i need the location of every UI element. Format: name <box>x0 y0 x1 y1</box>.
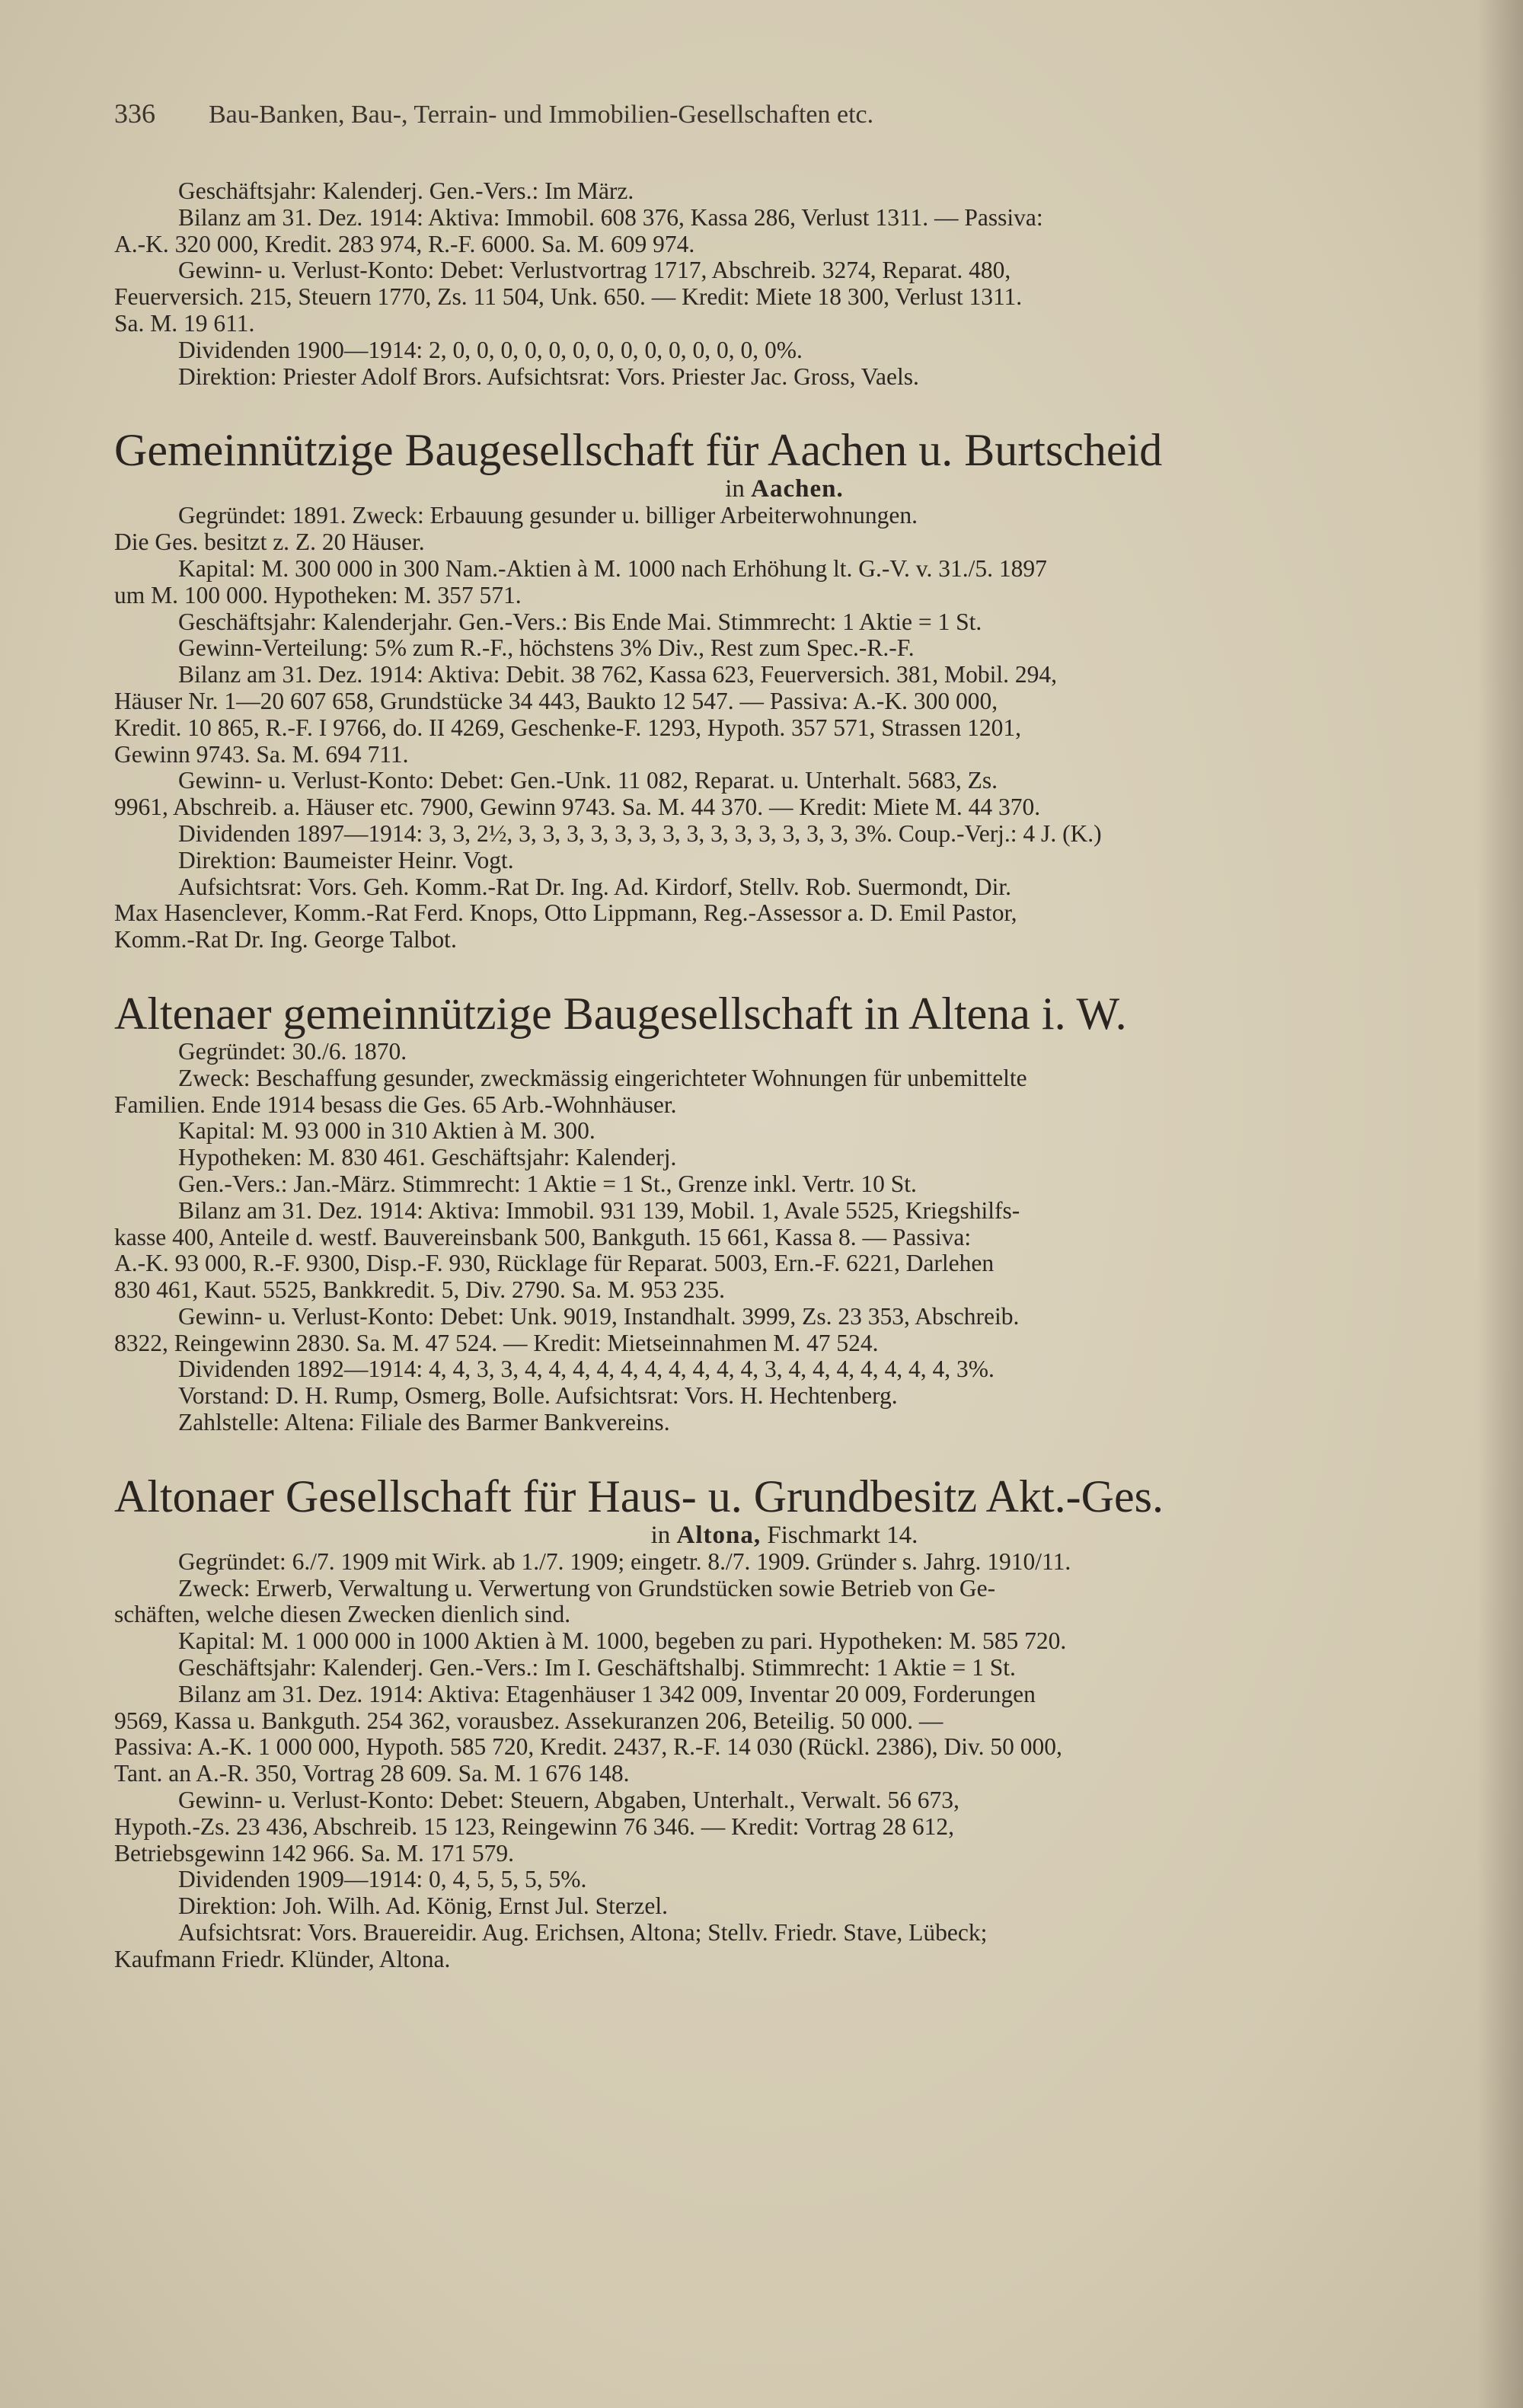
running-header <box>114 97 1454 129</box>
text-line: Feuerversich. 215, Steuern 1770, Zs. 11 504, Unk. 650. — Kredit: Miete 18 300, Verlust 1311. <box>114 283 1023 311</box>
text-line: um M. 100 000. Hypotheken: M. 357 571. <box>114 581 522 608</box>
text-line: Gen.-Vers.: Jan.-März. Stimmrecht: 1 Aktie = 1 St., Grenze inkl. Vertr. 10 St. <box>178 1170 917 1197</box>
text-line: Häuser Nr. 1—20 607 658, Grundstücke 34 443, Baukto 12 547. — Passiva: A.-K. 300 000, <box>114 687 998 714</box>
text-line: Zahlstelle: Altena: Filiale des Barmer Bankvereins. <box>178 1409 670 1436</box>
text-line: Aufsichtsrat: Vors. Geh. Komm.-Rat Dr. Ing. Ad. Kirdorf, Stellv. Rob. Suermondt, Dir. <box>178 873 1011 900</box>
text-line: Komm.-Rat Dr. Ing. George Talbot. <box>114 926 457 953</box>
page-number: 336 <box>114 98 155 129</box>
location-prefix: in <box>650 1521 671 1549</box>
text-line: Geschäftsjahr: Kalenderj. Gen.-Vers.: Im I. Geschäftshalbj. Stimmrecht: 1 Aktie = 1 St. <box>178 1654 1016 1681</box>
text-line: Gewinn- u. Verlust-Konto: Debet: Steuern, Abgaben, Unterhalt., Verwalt. 56 673, <box>178 1787 959 1814</box>
location-city: Altona, <box>676 1521 762 1549</box>
text-line: Bilanz am 31. Dez. 1914: Aktiva: Etagenhäuser 1 342 009, Inventar 20 009, Forderungen <box>178 1680 1036 1707</box>
text-line: Dividenden 1897—1914: 3, 3, 2½, 3, 3, 3, 3, 3, 3, 3, 3, 3, 3, 3, 3, 3, 3, 3%. Coup.-Verj.: 4 J. (K.) <box>178 819 1102 847</box>
text-line: Dividenden 1892—1914: 4, 4, 3, 3, 4, 4, 4, 4, 4, 4, 4, 4, 4, 4, 3, 4, 4, 4, 4, 4, 4, 4, 3%. <box>178 1356 995 1383</box>
text-line: 9961, Abschreib. a. Häuser etc. 7900, Gewinn 9743. Sa. M. 44 370. — Kredit: Miete M. 44 370. <box>114 794 1041 821</box>
text-line: Bilanz am 31. Dez. 1914: Aktiva: Debit. 38 762, Kassa 623, Feuerversich. 381, Mobil. 294, <box>178 661 1057 688</box>
text-line: Gewinn- u. Verlust-Konto: Debet: Verlustvortrag 1717, Abschreib. 3274, Reparat. 480, <box>178 257 1011 284</box>
text-line: Gewinn-Verteilung: 5% zum R.-F., höchstens 3% Div., Rest zum Spec.-R.-F. <box>178 634 915 662</box>
text-line: Tant. an A.-R. 350, Vortrag 28 609. Sa. M. 1 676 148. <box>114 1760 630 1787</box>
text-line: Gegründet: 1891. Zweck: Erbauung gesunder u. billiger Arbeiterwohnungen. <box>178 502 918 529</box>
company-heading: Gemeinnützige Baugesellschaft für Aachen u. Burtscheid <box>114 425 1163 476</box>
entry-aachen <box>114 425 1454 953</box>
page-edge-shadow <box>1477 0 1523 2408</box>
text-line: Familien. Ende 1914 besass die Ges. 65 Arb.-Wohnhäuser. <box>114 1091 677 1118</box>
text-line: Kaufmann Friedr. Klünder, Altona. <box>114 1945 451 1972</box>
text-line: Die Ges. besitzt z. Z. 20 Häuser. <box>114 529 425 556</box>
text-line: Max Hasenclever, Komm.-Rat Ferd. Knops, Otto Lippmann, Reg.-Assessor a. D. Emil Pastor, <box>114 899 1017 927</box>
text-line: Direktion: Priester Adolf Brors. Aufsichtsrat: Vors. Priester Jac. Gross, Vaels. <box>178 362 919 390</box>
text-line: Direktion: Baumeister Heinr. Vogt. <box>178 846 514 873</box>
text-line: Direktion: Joh. Wilh. Ad. König, Ernst Jul. Sterzel. <box>178 1892 668 1920</box>
company-heading: Altenaer gemeinnützige Baugesellschaft in Altena i. W. <box>114 988 1127 1039</box>
text-line: kasse 400, Anteile d. westf. Bauvereinsbank 500, Bankguth. 15 661, Kassa 8. — Passiva: <box>114 1223 972 1250</box>
page-content <box>114 97 1454 1973</box>
text-line: Betriebsgewinn 142 966. Sa. M. 171 579. <box>114 1839 514 1867</box>
company-location <box>114 475 1454 503</box>
company-location <box>114 1522 1454 1549</box>
location-prefix: in <box>725 475 745 503</box>
entry-altona <box>114 1471 1454 1973</box>
text-line: Kredit. 10 865, R.-F. I 9766, do. II 4269, Geschenke-F. 1293, Hypoth. 357 571, Strassen 1201, <box>114 714 1021 741</box>
text-line: Bilanz am 31. Dez. 1914: Aktiva: Immobil. 931 139, Mobil. 1, Avale 5525, Kriegshilfs- <box>178 1196 1020 1224</box>
location-city: Aachen. <box>751 475 844 503</box>
text-line: Dividenden 1909—1914: 0, 4, 5, 5, 5, 5%. <box>178 1866 587 1893</box>
text-line: 9569, Kassa u. Bankguth. 254 362, vorausbez. Assekuranzen 206, Beteilig. 50 000. — <box>114 1707 943 1734</box>
text-line: Hypoth.-Zs. 23 436, Abschreib. 15 123, Reingewinn 76 346. — Kredit: Vortrag 28 612, <box>114 1812 954 1840</box>
text-line: A.-K. 93 000, R.-F. 9300, Disp.-F. 930, Rücklage für Reparat. 5003, Ern.-F. 6221, Darlehen <box>114 1250 995 1277</box>
text-line: Aufsichtsrat: Vors. Brauereidir. Aug. Erichsen, Altona; Stellv. Friedr. Stave, Lübeck; <box>178 1919 988 1947</box>
text-line: Gegründet: 30./6. 1870. <box>178 1037 407 1065</box>
text-line: Geschäftsjahr: Kalenderj. Gen.-Vers.: Im März. <box>178 177 634 204</box>
text-line: Gewinn- u. Verlust-Konto: Debet: Unk. 9019, Instandhalt. 3999, Zs. 23 353, Abschreib. <box>178 1302 1020 1330</box>
text-line: A.-K. 320 000, Kredit. 283 974, R.-F. 6000. Sa. M. 609 974. <box>114 230 695 257</box>
text-line: Kapital: M. 300 000 in 300 Nam.-Aktien à M. 1000 nach Erhöhung lt. G.-V. v. 31./5. 1897 <box>178 554 1047 582</box>
text-line: Gewinn 9743. Sa. M. 694 711. <box>114 740 409 768</box>
text-line: Kapital: M. 1 000 000 in 1000 Aktien à M. 1000, begeben zu pari. Hypotheken: M. 585 720. <box>178 1627 1067 1655</box>
text-line: Zweck: Erwerb, Verwaltung u. Verwertung von Grundstücken sowie Betrieb von Ge- <box>178 1574 996 1602</box>
text-line: Dividenden 1900—1914: 2, 0, 0, 0, 0, 0, 0, 0, 0, 0, 0, 0, 0, 0, 0%. <box>178 336 803 363</box>
text-line: Gewinn- u. Verlust-Konto: Debet: Gen.-Unk. 11 082, Reparat. u. Unterhalt. 5683, Zs. <box>178 767 998 794</box>
text-line: Hypotheken: M. 830 461. Geschäftsjahr: Kalenderj. <box>178 1144 677 1171</box>
text-line: Sa. M. 19 611. <box>114 309 255 337</box>
text-line: Zweck: Beschaffung gesunder, zweckmässig eingerichteter Wohnungen für unbemittelte <box>178 1064 1027 1091</box>
running-title: Bau-Banken, Bau-, Terrain- und Immobilien-Gesellschaften etc. <box>209 101 874 129</box>
location-address: Fischmarkt 14. <box>767 1521 918 1549</box>
text-line: Gegründet: 6./7. 1909 mit Wirk. ab 1./7. 1909; eingetr. 8./7. 1909. Gründer s. Jahrg. 1910/11. <box>178 1547 1071 1575</box>
text-line: schäften, welche diesen Zwecken dienlich sind. <box>114 1601 571 1628</box>
text-line: Bilanz am 31. Dez. 1914: Aktiva: Immobil. 608 376, Kassa 286, Verlust 1311. — Passiva: <box>178 203 1043 231</box>
text-line: Kapital: M. 93 000 in 310 Aktien à M. 300. <box>178 1117 595 1145</box>
company-heading: Altonaer Gesellschaft für Haus- u. Grundbesitz Akt.-Ges. <box>114 1471 1164 1522</box>
text-line: 8322, Reingewinn 2830. Sa. M. 47 524. — Kredit: Mietseinnahmen M. 47 524. <box>114 1329 879 1356</box>
entry-altena <box>114 988 1454 1436</box>
entry-continuation <box>114 178 1454 390</box>
text-line: Vorstand: D. H. Rump, Osmerg, Bolle. Aufsichtsrat: Vors. H. Hechtenberg. <box>178 1382 898 1410</box>
text-line: 830 461, Kaut. 5525, Bankkredit. 5, Div. 2790. Sa. M. 953 235. <box>114 1276 726 1304</box>
text-line: Passiva: A.-K. 1 000 000, Hypoth. 585 720, Kredit. 2437, R.-F. 14 030 (Rückl. 2386), Div. 50 000, <box>114 1733 1062 1761</box>
text-line: Geschäftsjahr: Kalenderjahr. Gen.-Vers.: Bis Ende Mai. Stimmrecht: 1 Aktie = 1 St. <box>178 608 982 635</box>
